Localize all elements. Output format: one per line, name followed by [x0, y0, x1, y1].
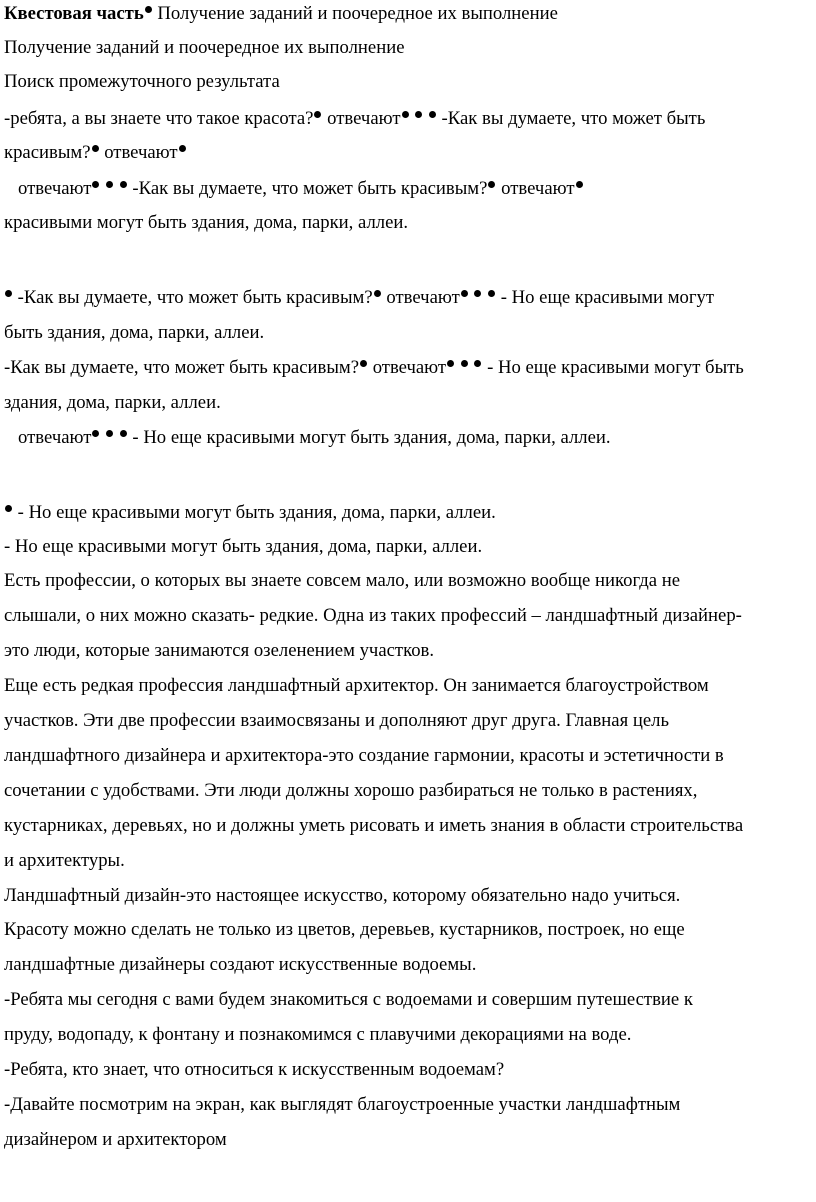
text-line: Красоту можно сделать не только из цветов, деревьев, кустарников, построек, но еще	[4, 919, 685, 940]
text-segment: -Как вы думаете, что может быть	[436, 108, 706, 129]
bullet-icon	[474, 360, 481, 367]
bullet-icon	[314, 111, 321, 118]
bullet-icon	[447, 360, 454, 367]
text-line: красивыми могут быть здания, дома, парки, аллеи.	[4, 212, 409, 233]
text-line: Есть профессии, о которых вы знаете совсем мало, или возможно вообще никогда не	[4, 570, 680, 591]
heading-text: Получение заданий и поочередное их выполнение	[152, 3, 558, 24]
text-segment: отвечают	[4, 178, 92, 199]
text-segment: отвечают	[4, 427, 92, 448]
text-segment: отвечают	[496, 178, 575, 199]
bullet-icon	[106, 430, 113, 437]
text-segment: отвечают	[381, 287, 460, 308]
text-segment: -Как вы думаете, что может быть красивым?	[127, 178, 488, 199]
text-line: Ландшафтный дизайн-это настоящее искусство, которому обязательно надо учиться.	[4, 885, 681, 906]
text-line	[4, 501, 496, 525]
text-line	[4, 141, 187, 165]
bullet-icon	[106, 181, 113, 188]
quest-part-label: Квестовая часть	[4, 3, 144, 24]
bullet-icon	[576, 181, 583, 188]
bullet-icon	[92, 181, 99, 188]
text-line: дизайнером и архитектором	[4, 1129, 227, 1150]
text-line: это люди, которые занимаются озеленением участков.	[4, 640, 435, 661]
text-line: -Ребята мы сегодня с вами будем знакомиться с водоемами и совершим путешествие к	[4, 989, 693, 1010]
text-line	[4, 286, 714, 310]
text-segment: -ребята, а вы знаете что такое красота?	[4, 108, 314, 129]
text-line: быть здания, дома, парки, аллеи.	[4, 322, 265, 343]
bullet-icon	[461, 360, 468, 367]
text-segment: -Как вы думаете, что может быть красивым?	[13, 287, 373, 308]
text-segment: красивым?	[4, 142, 91, 163]
bullet-icon	[488, 181, 495, 188]
bullet-icon	[488, 290, 495, 297]
bullet-icon	[474, 290, 481, 297]
bullet-icon	[415, 111, 422, 118]
text-line: -Давайте посмотрим на экран, как выглядят благоустроенные участки ландшафтным	[4, 1094, 681, 1115]
text-segment: - Но еще красивыми могут	[496, 287, 715, 308]
text-segment: - Но еще красивыми могут быть	[482, 357, 744, 378]
bullet-icon	[92, 145, 99, 152]
text-line	[4, 107, 705, 131]
heading-line	[4, 2, 558, 26]
text-line: участков. Эти две профессии взаимосвязаны и дополняют друг друга. Главная цель	[4, 710, 670, 731]
bullet-icon	[5, 505, 12, 512]
bullet-icon	[5, 290, 12, 297]
bullet-icon	[374, 290, 381, 297]
text-line: Поиск промежуточного результата	[4, 71, 280, 92]
text-segment: - Но еще красивыми могут быть здания, дома, парки, аллеи.	[13, 502, 496, 523]
text-line: -Ребята, кто знает, что относиться к искусственным водоемам?	[4, 1059, 505, 1080]
bullet-icon	[402, 111, 409, 118]
bullet-icon	[179, 145, 186, 152]
bullet-icon	[429, 111, 436, 118]
text-line: - Но еще красивыми могут быть здания, дома, парки, аллеи.	[4, 536, 483, 557]
bullet-icon	[120, 430, 127, 437]
text-line: ландшафтного дизайнера и архитектора-это создание гармонии, красоты и эстетичности в	[4, 745, 724, 766]
text-segment: - Но еще красивыми могут быть здания, дома, парки, аллеи.	[127, 427, 611, 448]
text-line: Получение заданий и поочередное их выполнение	[4, 37, 405, 58]
bullet-icon	[461, 290, 468, 297]
bullet-icon	[360, 360, 367, 367]
text-segment: отвечают	[99, 142, 178, 163]
text-line: сочетании с удобствами. Эти люди должны хорошо разбираться не только в растениях,	[4, 780, 698, 801]
text-line: Еще есть редкая профессия ландшафтный архитектор. Он занимается благоустройством	[4, 675, 709, 696]
text-line: ландшафтные дизайнеры создают искусственные водоемы.	[4, 954, 477, 975]
bullet-icon	[92, 430, 99, 437]
text-line	[4, 426, 611, 450]
text-segment: отвечают	[322, 108, 401, 129]
bullet-icon	[120, 181, 127, 188]
text-line: здания, дома, парки, аллеи.	[4, 392, 221, 413]
text-line: кустарниках, деревьях, но и должны уметь рисовать и иметь знания в области строительства	[4, 815, 744, 836]
text-segment: отвечают	[368, 357, 447, 378]
text-line: и архитектуры.	[4, 850, 125, 871]
text-line: слышали, о них можно сказать- редкие. Одна из таких профессий – ландшафтный дизайнер-	[4, 605, 742, 626]
text-line	[4, 177, 584, 201]
text-line	[4, 356, 744, 380]
text-line: пруду, водопаду, к фонтану и познакомимся с плавучими декорациями на воде.	[4, 1024, 632, 1045]
text-segment: -Как вы думаете, что может быть красивым?	[4, 357, 360, 378]
bullet-icon	[145, 6, 152, 13]
